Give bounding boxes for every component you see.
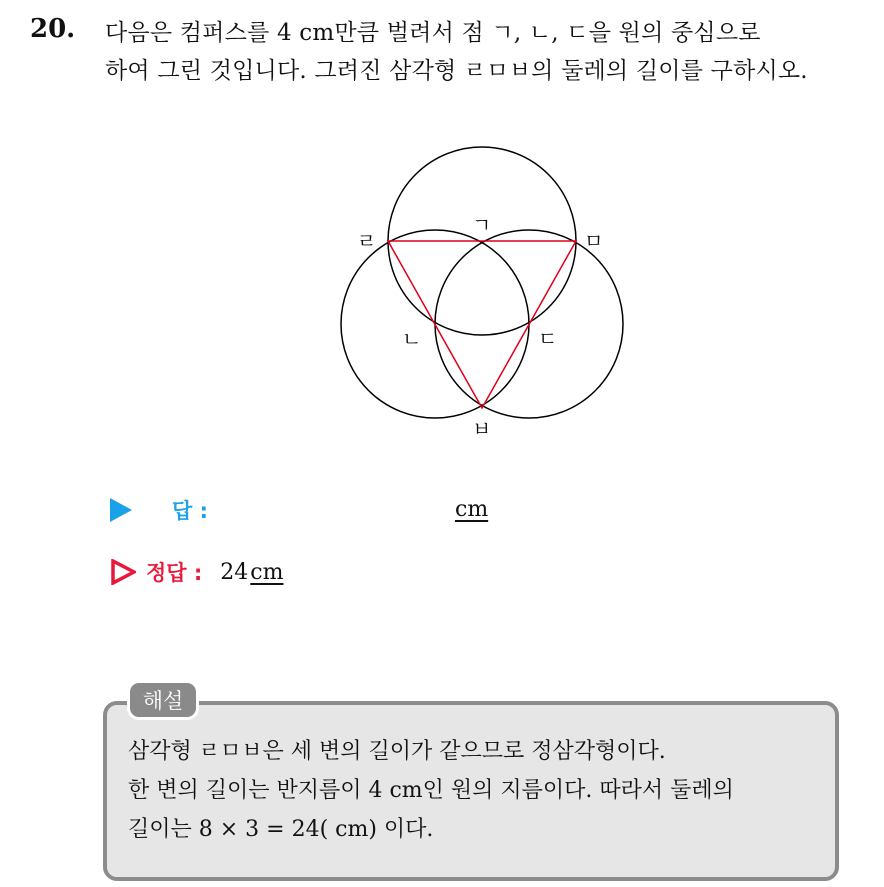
play-triangle-icon	[110, 498, 132, 522]
question-number: 20.	[30, 14, 76, 44]
label-d: ㄷ	[538, 327, 558, 351]
explanation-tag: 해설	[127, 680, 199, 720]
label-g: ㄱ	[472, 213, 492, 237]
outline-triangle-icon	[110, 559, 136, 585]
triangle-inner-edge-g-n	[435, 241, 482, 324]
explanation-text	[128, 732, 828, 849]
label-m: ㅁ	[584, 229, 604, 253]
correct-answer-label: 정답 :	[146, 561, 203, 585]
label-n: ㄴ	[402, 327, 422, 351]
compass-circles-figure	[300, 140, 640, 450]
explanation-line-1: 삼각형 ㄹㅁㅂ은 세 변의 길이가 같으므로 정삼각형이다.	[128, 739, 666, 764]
answer-row	[110, 492, 489, 528]
correct-answer-value: 24	[220, 559, 249, 585]
answer-label: 답 :	[172, 499, 208, 523]
label-b: ㅂ	[472, 417, 492, 441]
question-line-1: 다음은 컴퍼스를 4 cm만큼 벌려서 점 ㄱ, ㄴ, ㄷ을 원의 중심으로	[105, 20, 761, 46]
label-r: ㄹ	[357, 229, 377, 253]
explanation-line-3: 길이는 8 × 3 = 24( cm) 이다.	[128, 817, 434, 842]
triangle-rmb	[388, 241, 576, 408]
question-text	[105, 14, 875, 90]
answer-unit: cm	[455, 497, 489, 522]
question-line-2: 하여 그린 것입니다. 그려진 삼각형 ㄹㅁㅂ의 둘레의 길이를 구하시오.	[105, 58, 808, 84]
correct-answer-unit: cm	[250, 559, 284, 585]
explanation-line-2: 한 변의 길이는 반지름이 4 cm인 원의 지름이다. 따라서 둘레의	[128, 778, 734, 803]
correct-answer-row	[110, 554, 283, 590]
